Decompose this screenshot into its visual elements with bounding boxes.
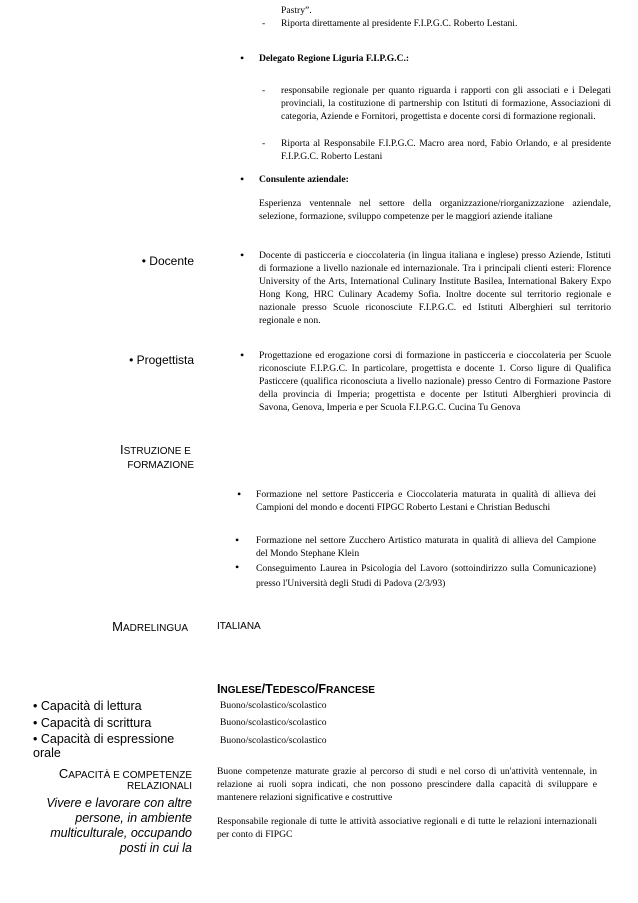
bullet-icon: • (240, 51, 245, 65)
istruzione-label-line2: FORMAZIONE (127, 460, 194, 471)
lettura-label: • Capacità di lettura (33, 699, 142, 713)
relazionali-label-line2: RELAZIONALI (126, 781, 192, 792)
relazionali-label-line1: CAPACITÀ E COMPETENZE (58, 766, 192, 781)
docente-text: Docente di pasticceria e cioccolateria (in lingua italiana e inglese) presso Aziende, Istituti di formazione a livello nazionale ed internazionale. Tra i principali clienti esteri: Florence University of the Arts, International Culinary Institute Basilea, International Bakery Expo Hong Kong, HRC Culinary Academy Sofia. Inoltre docente sul territorio regionale e nazionale presso Scuole riconosciute F.I.P.G.C. ed Istituti Alberghieri sul territorio regionale e non. (259, 250, 611, 326)
bullet-icon: • (235, 560, 240, 574)
scrittura-value: Buono/scolastico/scolastico (220, 717, 327, 728)
espressione-value: Buono/scolastico/scolastico (220, 735, 327, 746)
bullet-icon: • (240, 172, 245, 186)
relazionali-description: Vivere e lavorare con altre persone, in ambiente multiculturale, occupando posti in cui la (46, 796, 192, 855)
delegato-item-1: responsabile regionale per quanto riguarda i rapporti con gli associati e i Delegati provinciali, la costituzione di partnership con Istituti di formazione, Associazioni di categoria, Aziende e Fornitori, progettista e docente corsi di formazione regionali. (281, 85, 611, 122)
relazionali-text-2: Responsabile regionale di tutte le attività associative regionali e di tutte le relazioni internazionali per conto di FIPGC (217, 816, 597, 840)
consulente-text: Esperienza ventennale nel settore della organizzazione/riorganizzazione aziendale, selezione, formazione, sviluppo competenze per le maggiori aziende italiane (259, 198, 611, 222)
lingue-heading: INGLESE/TEDESCO/FRANCESE (217, 682, 375, 696)
madrelingua-label: MADRELINGUA (112, 619, 188, 634)
bullet-icon: • (237, 487, 242, 501)
lettura-value: Buono/scolastico/scolastico (220, 700, 327, 711)
progettista-text: Progettazione ed erogazione corsi di formazione in pasticceria e cioccolateria per Scuole riconosciute F.I.P.G.C. In particolare, progettista e docente 1. Corso ligure di Qualifica Pasticcere (qualifica riconosciuta a livello nazionale) presso Centro di Formazione Pastore della provincia di Imperia; progettista e docente per Istituti Alberghieri provincia di Savona, Genova, Imperia e per Scuola F.I.P.G.C. Cucina Tu Genova (259, 350, 611, 413)
delegato-heading: Delegato Regione Liguria F.I.P.G.C.: (259, 53, 410, 64)
istruzione-item-2: Formazione nel settore Zucchero Artistico maturata in qualità di allieva del Campione del Mondo Stephane Klein (256, 535, 596, 559)
relazionali-text-1: Buone competenze maturate grazie al percorso di studi e nel corso di un'attività ventennale, in relazione ai ruoli sopra indicati, che non possono prescindere dalla capacità di sviluppare e mantenere relazioni significative e costruttive (217, 766, 597, 803)
report-president-text: Riporta direttamente al presidente F.I.P.G.C. Roberto Lestani. (281, 18, 518, 29)
dash-marker: - (262, 18, 266, 29)
madrelingua-value: ITALIANA (217, 621, 261, 632)
istruzione-label-line1: ISTRUZIONE E (120, 442, 191, 457)
progettista-label: • Progettista (129, 353, 194, 367)
istruzione-item-1: Formazione nel settore Pasticceria e Cioccolateria maturata in qualità di allieva dei Campioni del mondo e docenti FIPGC Roberto Lestani e Christian Beduschi (256, 489, 596, 513)
istruzione-item-3: Conseguimento Laurea in Psicologia del Lavoro (sottoindirizzo sulla Comunicazione) presso l'Università degli Studi di Padova (2/3/93) (256, 563, 596, 589)
docente-label: • Docente (141, 254, 194, 268)
dash-marker: - (262, 138, 266, 149)
pastry-tail-text: Pastry”. (281, 5, 312, 16)
scrittura-label: • Capacità di scrittura (33, 716, 152, 730)
dash-marker: - (262, 85, 266, 96)
bullet-icon: • (235, 533, 240, 547)
consulente-heading: Consulente aziendale: (259, 174, 349, 185)
espressione-label: • Capacità di espressione orale (33, 732, 175, 760)
bullet-icon: • (240, 348, 245, 362)
bullet-icon: • (240, 248, 245, 262)
delegato-item-2: Riporta al Responsabile F.I.P.G.C. Macro area nord, Fabio Orlando, e al presidente F.I.P.G.C. Roberto Lestani (281, 138, 611, 162)
